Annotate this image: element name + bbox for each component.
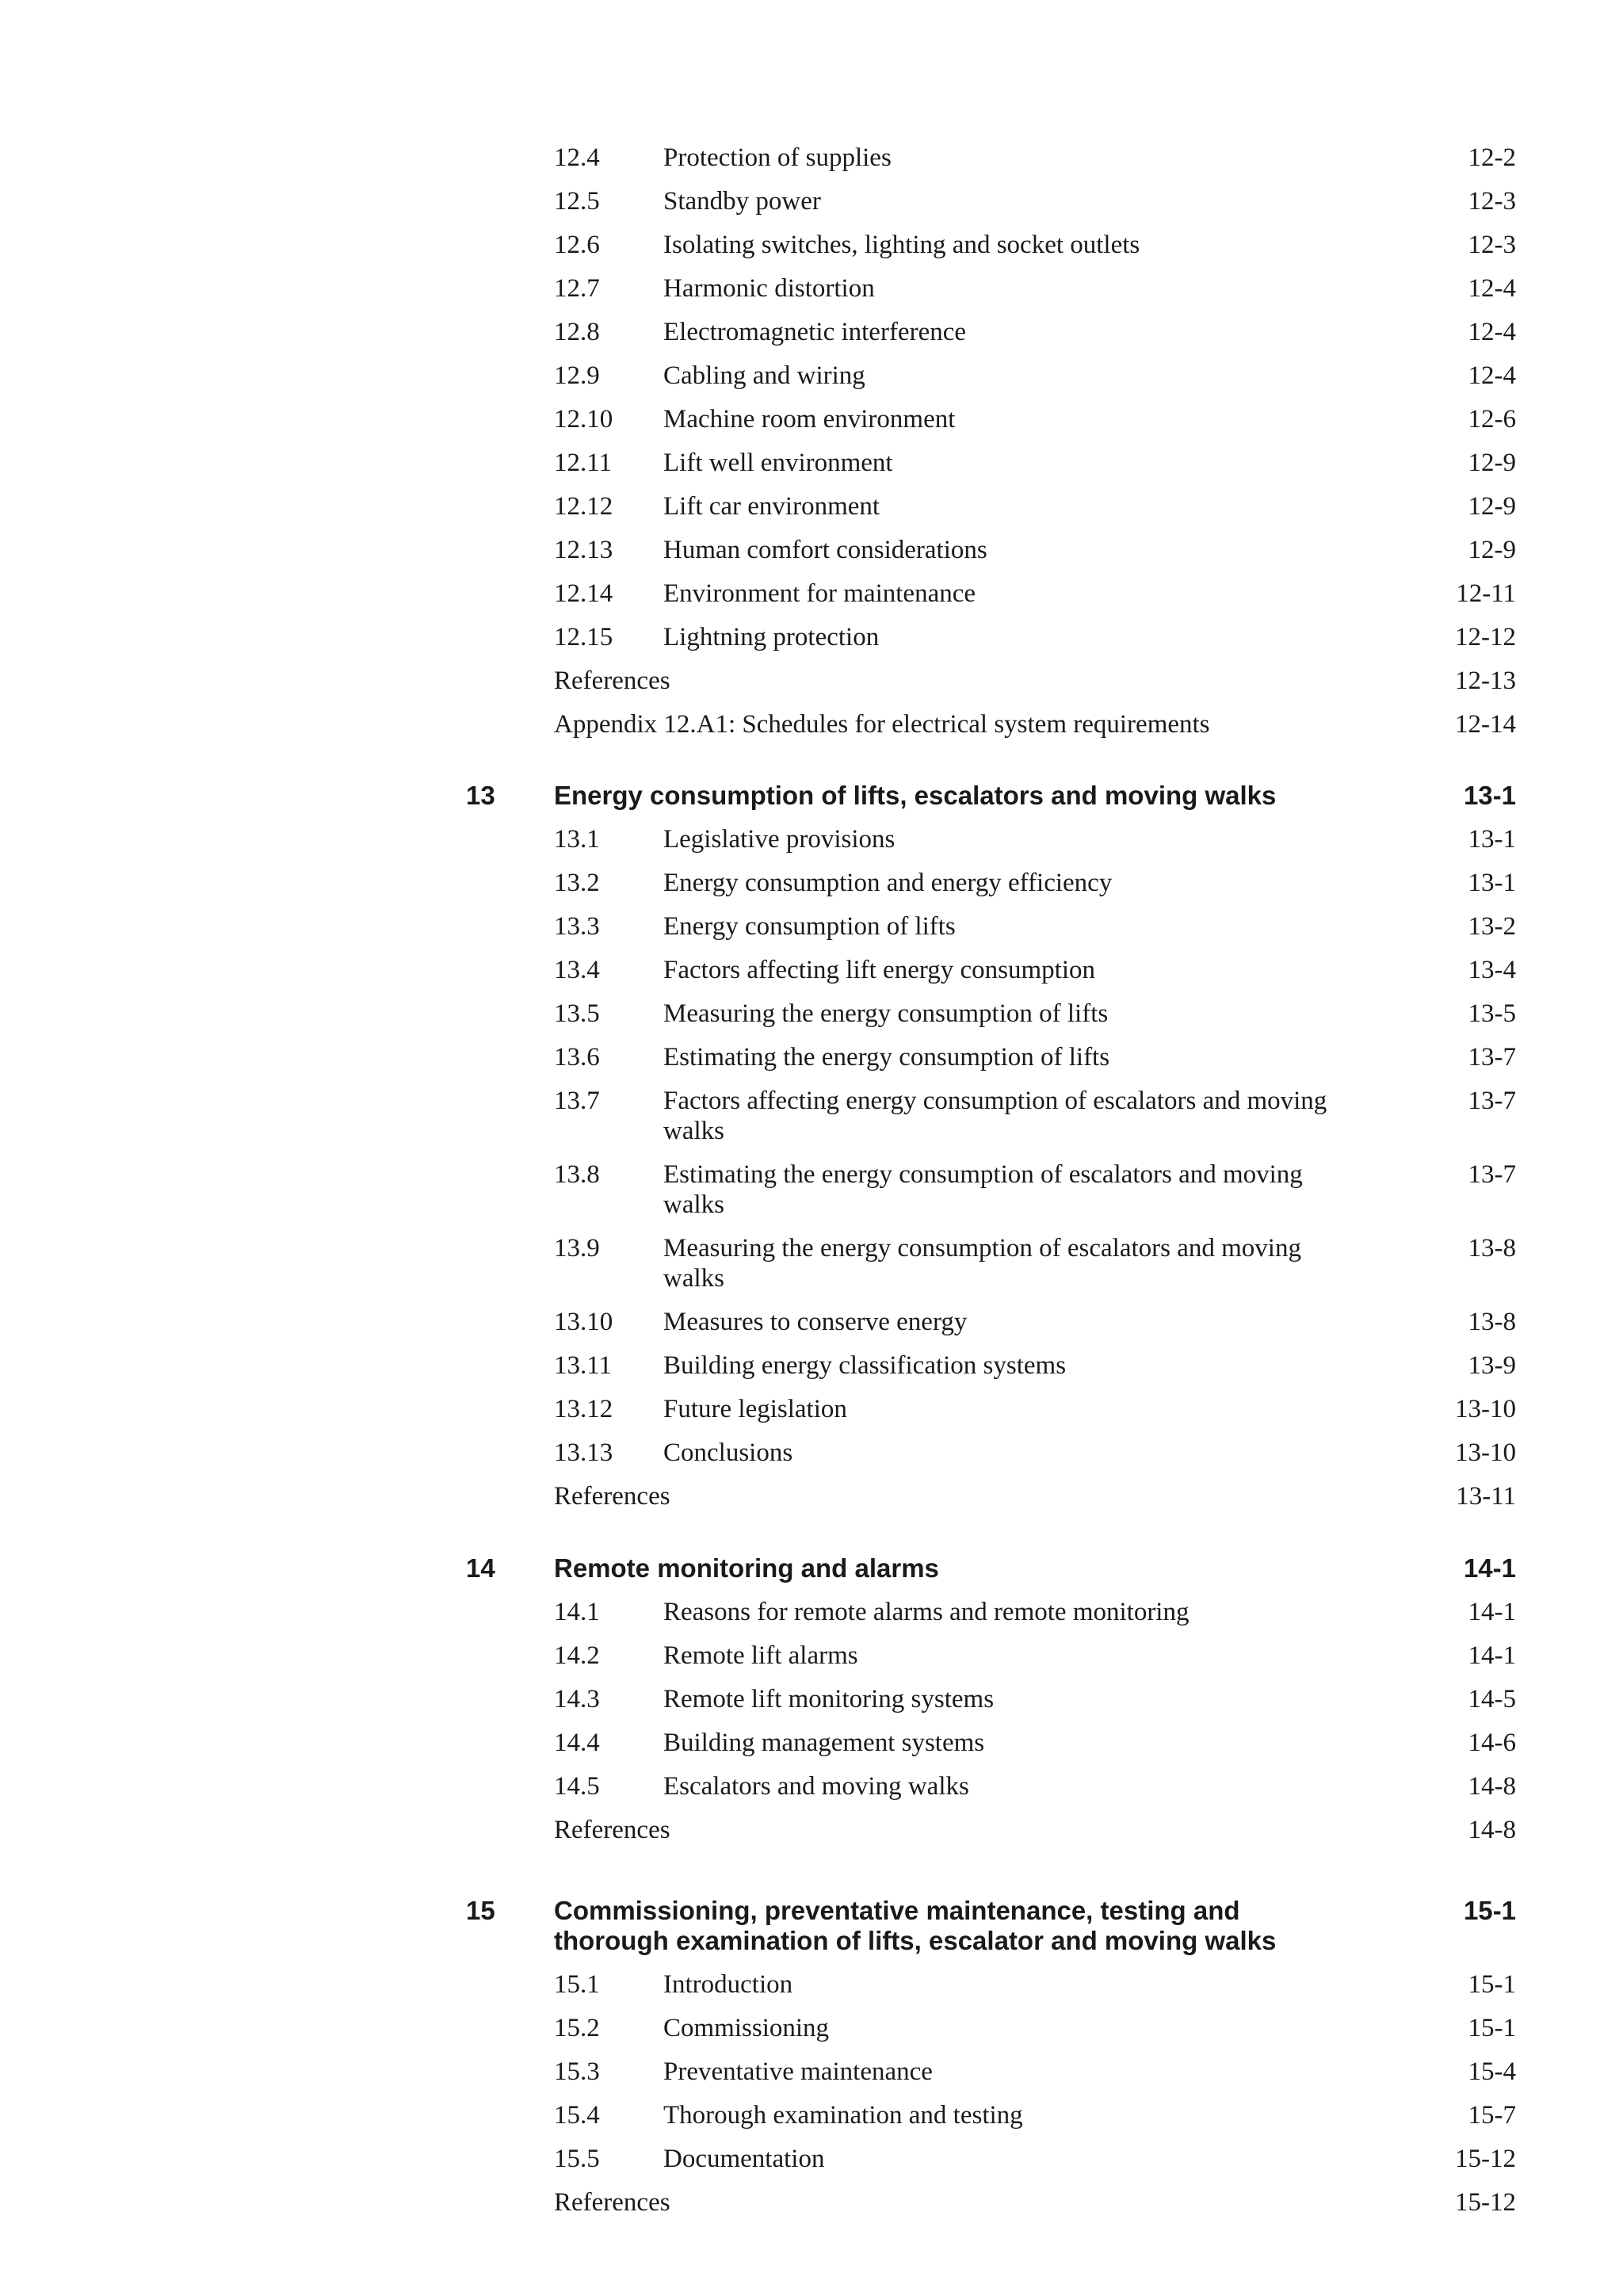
entry-page: 12-9 xyxy=(1468,449,1516,477)
entry-page: 12-9 xyxy=(1468,492,1516,521)
toc-entry xyxy=(0,1728,1623,1771)
chapter-page: 15-1 xyxy=(1463,1896,1516,1925)
entry-title: Future legislation xyxy=(663,1395,847,1423)
entry-page: 13-9 xyxy=(1468,1351,1516,1380)
chapter-title: Commissioning, preventative maintenance, testing and thorough examination of lifts, escalator and moving walks xyxy=(554,1896,1277,1955)
entry-number: 13.12 xyxy=(554,1395,613,1423)
entry-title: Energy consumption of lifts xyxy=(663,912,956,941)
toc-references xyxy=(0,2187,1623,2231)
toc-entry xyxy=(0,2013,1623,2057)
entry-title: Energy consumption and energy efficiency xyxy=(663,869,1113,897)
toc-entry xyxy=(0,579,1623,622)
entry-page: 13-10 xyxy=(1455,1438,1516,1467)
entry-page: 13-4 xyxy=(1468,956,1516,984)
entry-title: Cabling and wiring xyxy=(663,361,865,390)
entry-page: 12-3 xyxy=(1468,187,1516,216)
toc-section-15 xyxy=(0,1896,1623,2231)
entry-page: 13-1 xyxy=(1468,869,1516,897)
entry-number: 15.1 xyxy=(554,1970,600,1999)
toc-entry xyxy=(0,1641,1623,1684)
entry-title: Thorough examination and testing xyxy=(663,2101,1023,2130)
toc-entry xyxy=(0,1969,1623,2013)
entry-number: 13.4 xyxy=(554,956,600,984)
toc-entry xyxy=(0,1307,1623,1350)
toc-entry xyxy=(0,1771,1623,1815)
entry-title: Remote lift monitoring systems xyxy=(663,1685,995,1713)
entry-number: 13.6 xyxy=(554,1043,600,1072)
entry-page: 13-1 xyxy=(1468,825,1516,854)
entry-page: 13-7 xyxy=(1468,1043,1516,1072)
entry-page: 13-7 xyxy=(1468,1087,1516,1115)
entry-title: Estimating the energy consumption of escalators and moving walks xyxy=(663,1160,1303,1219)
toc-entry xyxy=(0,491,1623,535)
entry-page: 14-6 xyxy=(1468,1729,1516,1757)
entry-page: 13-8 xyxy=(1468,1234,1516,1263)
toc-entry xyxy=(0,361,1623,404)
entry-number: 13.10 xyxy=(554,1308,613,1336)
toc-section-14 xyxy=(0,1553,1623,1859)
toc-entry xyxy=(0,824,1623,868)
entry-page: 12-11 xyxy=(1456,579,1516,608)
entry-page: 12-4 xyxy=(1468,274,1516,303)
appendix-label: Appendix 12.A1: Schedules for electrical system requirements xyxy=(554,710,1210,739)
entry-title: Lift car environment xyxy=(663,492,880,521)
toc-entry xyxy=(0,448,1623,491)
chapter-number: 13 xyxy=(466,781,495,810)
toc-references xyxy=(0,1481,1623,1525)
entry-number: 13.2 xyxy=(554,869,600,897)
entry-number: 15.2 xyxy=(554,2014,600,2042)
entry-number: 14.5 xyxy=(554,1772,600,1801)
entry-title: Building management systems xyxy=(663,1729,985,1757)
entry-number: 13.5 xyxy=(554,999,600,1028)
entry-page: 14-8 xyxy=(1468,1772,1516,1801)
entry-page: 14-1 xyxy=(1468,1598,1516,1626)
entry-page: 15-1 xyxy=(1468,2014,1516,2042)
chapter-number: 14 xyxy=(466,1553,495,1583)
entry-title: Lightning protection xyxy=(663,623,880,651)
toc-section-13 xyxy=(0,781,1623,1525)
toc-entry xyxy=(0,1684,1623,1728)
entry-page: 15-12 xyxy=(1455,2188,1516,2217)
entry-number: 13.1 xyxy=(554,825,600,854)
chapter-heading xyxy=(0,781,1623,824)
entry-title: Reasons for remote alarms and remote monitoring xyxy=(663,1598,1190,1626)
entry-title: Factors affecting energy consumption of escalators and moving walks xyxy=(663,1087,1327,1145)
toc-entry xyxy=(0,2057,1623,2100)
entry-number: 14.4 xyxy=(554,1729,600,1757)
chapter-title: Energy consumption of lifts, escalators and moving walks xyxy=(554,781,1277,810)
entry-number: 12.11 xyxy=(554,449,613,477)
toc-entry xyxy=(0,999,1623,1042)
toc-entry xyxy=(0,1086,1623,1159)
entry-number: 13.11 xyxy=(554,1351,613,1380)
toc-entry xyxy=(0,622,1623,666)
entry-page: 13-7 xyxy=(1468,1160,1516,1189)
entry-number: 12.8 xyxy=(554,318,600,346)
entry-number: 12.10 xyxy=(554,405,613,434)
toc-entry xyxy=(0,273,1623,317)
toc-entry xyxy=(0,230,1623,273)
entry-title: Documentation xyxy=(663,2145,825,2173)
entry-page: 12-13 xyxy=(1455,667,1516,695)
toc-entry xyxy=(0,404,1623,448)
toc-entry xyxy=(0,1438,1623,1481)
entry-title: Introduction xyxy=(663,1970,793,1999)
entry-number: 14.3 xyxy=(554,1685,600,1713)
entry-title: Human comfort considerations xyxy=(663,536,987,564)
entry-page: 15-12 xyxy=(1455,2145,1516,2173)
entry-page: 13-2 xyxy=(1468,912,1516,941)
entry-title: Building energy classification systems xyxy=(663,1351,1067,1380)
toc-appendix xyxy=(0,709,1623,753)
toc-section-12 xyxy=(0,143,1623,753)
entry-page: 13-5 xyxy=(1468,999,1516,1028)
toc-entry xyxy=(0,1394,1623,1438)
entry-number: 12.7 xyxy=(554,274,600,303)
entry-page: 13-8 xyxy=(1468,1308,1516,1336)
references-label: References xyxy=(554,1816,670,1844)
chapter-number: 15 xyxy=(466,1896,495,1925)
entry-number: 13.7 xyxy=(554,1087,600,1115)
toc-references xyxy=(0,1815,1623,1859)
entry-page: 13-10 xyxy=(1455,1395,1516,1423)
toc-entry xyxy=(0,317,1623,361)
entry-title: Measures to conserve energy xyxy=(663,1308,968,1336)
toc-entry xyxy=(0,186,1623,230)
entry-page: 12-4 xyxy=(1468,318,1516,346)
entry-title: Standby power xyxy=(663,187,821,216)
entry-title: Electromagnetic interference xyxy=(663,318,967,346)
entry-number: 13.3 xyxy=(554,912,600,941)
toc-entry xyxy=(0,535,1623,579)
entry-page: 14-1 xyxy=(1468,1641,1516,1670)
chapter-heading xyxy=(0,1553,1623,1597)
entry-number: 12.15 xyxy=(554,623,613,651)
entry-title: Harmonic distortion xyxy=(663,274,875,303)
toc-entry xyxy=(0,2144,1623,2187)
entry-page: 15-7 xyxy=(1468,2101,1516,2130)
entry-title: Machine room environment xyxy=(663,405,956,434)
entry-page: 12-14 xyxy=(1455,710,1516,739)
entry-page: 12-12 xyxy=(1455,623,1516,651)
entry-page: 12-3 xyxy=(1468,231,1516,259)
toc-entry xyxy=(0,1597,1623,1641)
entry-number: 12.12 xyxy=(554,492,613,521)
chapter-heading xyxy=(0,1896,1623,1969)
toc-entry xyxy=(0,868,1623,911)
toc-entry xyxy=(0,143,1623,186)
toc-entry xyxy=(0,955,1623,999)
entry-title: Escalators and moving walks xyxy=(663,1772,969,1801)
toc-entry xyxy=(0,1042,1623,1086)
entry-number: 12.5 xyxy=(554,187,600,216)
entry-page: 14-8 xyxy=(1468,1816,1516,1844)
entry-page: 14-5 xyxy=(1468,1685,1516,1713)
entry-title: Remote lift alarms xyxy=(663,1641,858,1670)
entry-number: 15.4 xyxy=(554,2101,600,2130)
entry-number: 15.5 xyxy=(554,2145,600,2173)
entry-title: Estimating the energy consumption of lifts xyxy=(663,1043,1110,1072)
entry-number: 12.14 xyxy=(554,579,613,608)
entry-page: 12-4 xyxy=(1468,361,1516,390)
entry-title: Factors affecting lift energy consumption xyxy=(663,956,1095,984)
toc-entry xyxy=(0,1233,1623,1307)
references-label: References xyxy=(554,667,670,695)
entry-title: Isolating switches, lighting and socket outlets xyxy=(663,231,1140,259)
chapter-page: 13-1 xyxy=(1463,781,1516,810)
entry-page: 15-4 xyxy=(1468,2057,1516,2086)
toc-references xyxy=(0,666,1623,709)
entry-title: Measuring the energy consumption of lifts xyxy=(663,999,1109,1028)
references-label: References xyxy=(554,1482,670,1511)
toc-entry xyxy=(0,1159,1623,1233)
entry-number: 15.3 xyxy=(554,2057,600,2086)
entry-title: Protection of supplies xyxy=(663,143,892,172)
toc-entry xyxy=(0,1350,1623,1394)
entry-title: Lift well environment xyxy=(663,449,893,477)
entry-page: 13-11 xyxy=(1456,1482,1516,1511)
entry-number: 12.9 xyxy=(554,361,600,390)
entry-number: 12.4 xyxy=(554,143,600,172)
entry-title: Legislative provisions xyxy=(663,825,896,854)
entry-page: 12-6 xyxy=(1468,405,1516,434)
entry-number: 13.13 xyxy=(554,1438,613,1467)
entry-number: 14.1 xyxy=(554,1598,600,1626)
entry-number: 13.8 xyxy=(554,1160,600,1189)
entry-title: Conclusions xyxy=(663,1438,793,1467)
entry-number: 12.13 xyxy=(554,536,613,564)
entry-number: 14.2 xyxy=(554,1641,600,1670)
chapter-title: Remote monitoring and alarms xyxy=(554,1553,939,1583)
entry-title: Preventative maintenance xyxy=(663,2057,933,2086)
toc-entry xyxy=(0,2100,1623,2144)
entry-title: Measuring the energy consumption of escalators and moving walks xyxy=(663,1234,1301,1293)
entry-number: 13.9 xyxy=(554,1234,600,1263)
entry-title: Commissioning xyxy=(663,2014,830,2042)
chapter-page: 14-1 xyxy=(1463,1553,1516,1583)
entry-page: 12-9 xyxy=(1468,536,1516,564)
entry-number: 12.6 xyxy=(554,231,600,259)
toc-entry xyxy=(0,911,1623,955)
entry-title: Environment for maintenance xyxy=(663,579,976,608)
references-label: References xyxy=(554,2188,670,2217)
entry-page: 12-2 xyxy=(1468,143,1516,172)
entry-page: 15-1 xyxy=(1468,1970,1516,1999)
